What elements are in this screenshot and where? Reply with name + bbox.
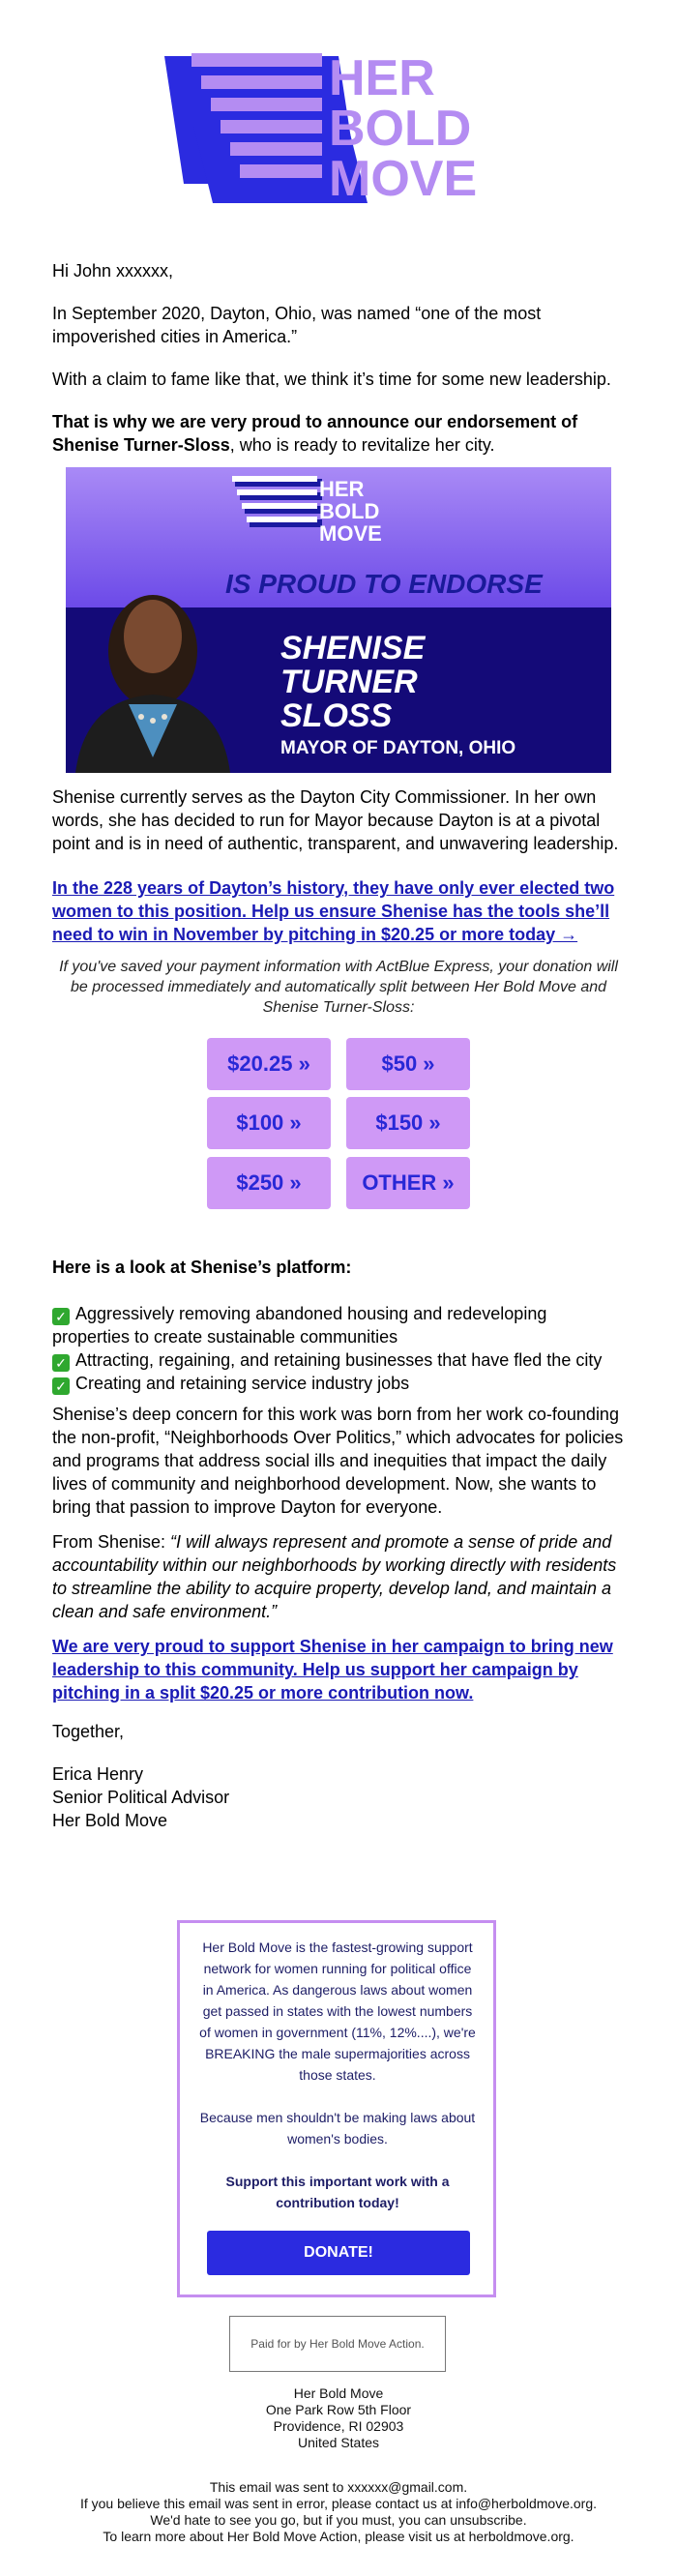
- learn-more-line[interactable]: To learn more about Her Bold Move Action, please visit us at herboldmove.org.: [103, 2529, 574, 2544]
- intro-paragraph: In September 2020, Dayton, Ohio, was named “one of the most impoverished cities in America.”: [52, 304, 542, 346]
- donate-250-button[interactable]: $250 »: [207, 1157, 331, 1209]
- cta-link-2[interactable]: [52, 1635, 625, 1704]
- bio-paragraph: Shenise currently serves as the Dayton City Commissioner. In her own words, she has decided to run for Mayor because Dayton is at a pivotal point and is in need of authentic, transparent, and unwavering leadership.: [52, 787, 619, 853]
- error-contact-line[interactable]: If you believe this email was sent in error, please contact us at info@herboldmove.org.: [79, 2496, 598, 2511]
- actblue-note: If you've saved your payment information with ActBlue Express, your donation will be processed immediately and automatically split between Her Bold Move and Shenise Turner-Sloss:: [59, 959, 618, 1016]
- paid-for-box: Paid for by Her Bold Move Action.: [229, 2316, 446, 2372]
- endorsement-bold: That is why we are very proud to announce our endorsement of Shenise Turner-Sloss: [52, 412, 578, 455]
- her-bold-move-logo: [145, 48, 532, 242]
- platform-item: ✓ Aggressively removing abandoned housing and redeveloping properties to create sustainable communities: [52, 1304, 547, 1347]
- donate-50-button[interactable]: $50 »: [346, 1038, 470, 1090]
- platform-item: ✓ Creating and retaining service industry jobs: [52, 1372, 625, 1395]
- about-box: [177, 1920, 496, 2297]
- logo-word-move: MOVE: [329, 151, 478, 207]
- logo-word-bold: BOLD: [329, 101, 472, 157]
- banner-name-middle: TURNER: [280, 664, 418, 700]
- quote-text: “I will always represent and promote a sense of pride and accountability within our neighborhoods by working directly with residents to streamline the ability to acquire property, develop land, and maintain a clean and safe environment.”: [52, 1532, 617, 1621]
- banner-logo-move: MOVE: [319, 521, 382, 546]
- endorsement-rest: , who is ready to revitalize her city.: [229, 435, 495, 455]
- donate-2025-button[interactable]: $20.25 »: [207, 1038, 331, 1090]
- cta-link-2-text[interactable]: We are very proud to support Shenise in her campaign to bring new leadership to this community. Help us support her campaign by pitching in a split $20.25 or more contribution now.: [52, 1637, 613, 1703]
- sent-to-line: This email was sent to xxxxxx@gmail.com.: [209, 2479, 468, 2495]
- mailing-address: Her Bold Move One Park Row 5th Floor Providence, RI 02903 United States: [265, 2385, 412, 2450]
- concern-paragraph: Shenise’s deep concern for this work was born from her work co-founding the non-profit, “Neighborhoods Over Politics,” which advocates for policies and programs that address social ills and inequities that impact the daily lives of community and neighborhood development. Now, she wants to bring that passion to improve Dayton for everyone.: [52, 1405, 624, 1517]
- endorsement-banner: [66, 467, 611, 773]
- checkmark-icon: ✓: [52, 1354, 70, 1372]
- quote-prefix: From Shenise:: [52, 1532, 171, 1552]
- platform-list: [52, 1302, 625, 1395]
- signature-org: Her Bold Move: [52, 1811, 168, 1830]
- signoff: Together,: [52, 1722, 125, 1741]
- banner-headline: IS PROUD TO ENDORSE: [225, 569, 543, 599]
- greeting: Hi John xxxxxx,: [52, 261, 174, 281]
- signature-name: Erica Henry: [52, 1764, 144, 1784]
- platform-item: ✓ Attracting, regaining, and retaining businesses that have fled the city: [52, 1348, 625, 1372]
- banner-logo-her: HER: [319, 477, 365, 501]
- donate-button[interactable]: DONATE!: [207, 2231, 470, 2275]
- support-text: Support this important work with a contribution today!: [225, 2174, 450, 2210]
- about-text: Her Bold Move is the fastest-growing support network for women running for political office in America. As dangerous laws about women get passed in states with the lowest numbers of women in government (11%, 12%....), we're BREAKING the male supermajorities across those states.: [199, 1939, 476, 2083]
- signature-title: Senior Political Advisor: [52, 1788, 230, 1807]
- donate-100-button[interactable]: $100 »: [207, 1097, 331, 1149]
- unsubscribe-line[interactable]: We'd hate to see you go, but if you must, you can unsubscribe.: [150, 2512, 527, 2528]
- donate-other-button[interactable]: OTHER »: [346, 1157, 470, 1209]
- banner-name-last: SLOSS: [280, 697, 393, 734]
- banner-logo-bold: BOLD: [319, 499, 380, 523]
- cta-link-1[interactable]: [52, 876, 625, 946]
- checkmark-icon: ✓: [52, 1308, 70, 1325]
- banner-name-first: SHENISE: [280, 630, 426, 666]
- quote-paragraph: [52, 1530, 625, 1623]
- men-laws-text: Because men shouldn't be making laws about women's bodies.: [199, 2110, 476, 2147]
- legal-footer: [0, 2479, 677, 2545]
- checkmark-icon: ✓: [52, 1377, 70, 1395]
- banner-role: MAYOR OF DAYTON, OHIO: [280, 738, 516, 758]
- endorsement-paragraph: [52, 410, 625, 457]
- donate-150-button[interactable]: $150 »: [346, 1097, 470, 1149]
- platform-heading: Here is a look at Shenise’s platform:: [52, 1258, 352, 1277]
- cta-link-1-text[interactable]: In the 228 years of Dayton’s history, they have only ever elected two women to this position. Help us ensure Shenise has the tools she’ll need to win in November by pitching in $20.25 or more today →: [52, 878, 615, 944]
- logo-word-her: HER: [329, 50, 435, 106]
- claim-paragraph: With a claim to fame like that, we think it’s time for some new leadership.: [52, 370, 611, 389]
